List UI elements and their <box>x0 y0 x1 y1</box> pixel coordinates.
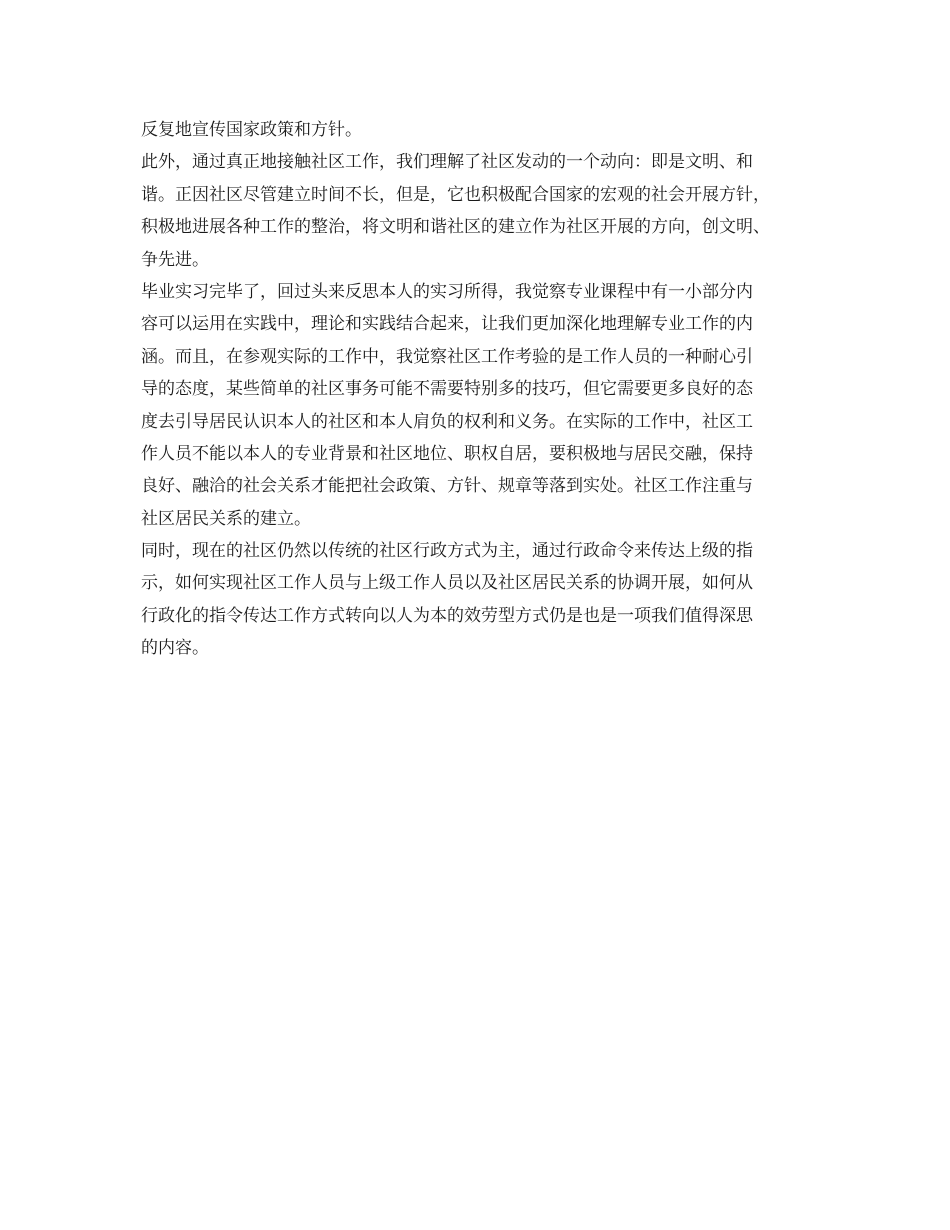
text-line: 反复地宣传国家政策和方针。 <box>141 120 362 140</box>
text-line: 行政化的指令传达工作方式转向以人为本的效劳型方式仍是也是一项我们值得深思 <box>141 605 753 626</box>
text-line: 作人员不能以本人的专业背景和社区地位、职权自居，要积极地与居民交融，保持 <box>141 443 753 464</box>
text-line: 同时，现在的社区仍然以传统的社区行政方式为主，通过行政命令来传达上级的指 <box>141 541 753 562</box>
text-line: 导的态度，某些简单的社区事务可能不需要特别多的技巧，但它需要更多良好的态 <box>141 379 753 400</box>
text-line: 争先进。 <box>141 249 209 270</box>
document-body <box>141 114 821 665</box>
text-line: 示，如何实现社区工作人员与上级工作人员以及社区居民关系的协调开展，如何从 <box>141 573 753 594</box>
text-line: 容可以运用在实践中，理论和实践结合起来，让我们更加深化地理解专业工作的内 <box>141 314 753 335</box>
text-line: 此外，通过真正地接触社区工作，我们理解了社区发动的一个动向：即是文明、和 <box>141 152 753 173</box>
text-line: 度去引导居民认识本人的社区和本人肩负的权利和义务。在实际的工作中，社区工 <box>141 411 753 432</box>
text-line: 的内容。 <box>141 638 209 659</box>
text-line: 积极地进展各种工作的整治，将文明和谐社区的建立作为社区开展的方向，创文明、 <box>141 217 770 238</box>
text-line: 谐。正因社区尽管建立时间不长，但是，它也积极配合国家的宏观的社会开展方针， <box>141 184 770 205</box>
text-line: 毕业实习完毕了，回过头来反思本人的实习所得，我觉察专业课程中有一小部分内 <box>141 281 753 302</box>
text-line: 良好、融洽的社会关系才能把社会政策、方针、规章等落到实处。社区工作注重与 <box>141 476 753 497</box>
text-line: 涵。而且，在参观实际的工作中，我觉察社区工作考验的是工作人员的一种耐心引 <box>141 346 753 367</box>
text-line: 社区居民关系的建立。 <box>141 508 311 529</box>
